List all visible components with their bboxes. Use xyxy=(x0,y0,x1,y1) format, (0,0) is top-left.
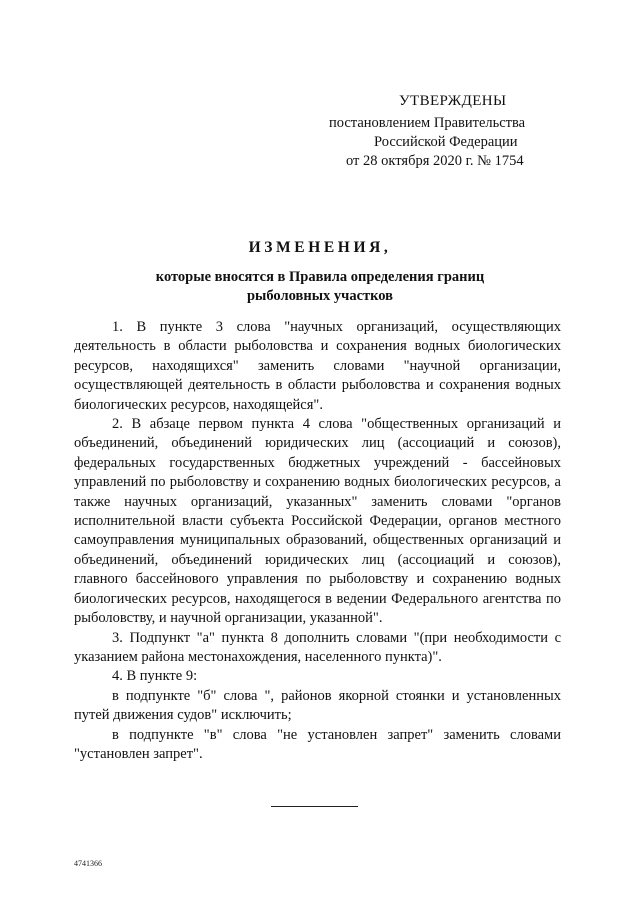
paragraph-2: 2. В абзаце первом пункта 4 слова "общественных организаций и объединений, объединений юридических лиц (ассоциаций и союзов), федеральных государственных бюджетных учреждений - бассейновых управлений по рыболовству и сохранению водных биологических ресурсов, а также научных организаций, указанных" заменить словами "органов исполнительной власти субъекта Российской Федерации, органов местного самоуправления муниципальных образований, общественных организаций и объединений, объединений юридических лиц (ассоциаций и союзов), главного бассейнового управления по рыболовству и сохранению водных биологических ресурсов, находящегося в ведении Федерального агентства по рыболовству, и научной организации, указанной". xyxy=(74,416,561,627)
paragraph-1: 1. В пункте 3 слова "научных организаций, осуществляющих деятельность в области рыболовства и сохранения водных биологических ресурсов, находящихся" заменить словами "научной организации, осуществляющей деятельность в области рыболовства и сохранения водных биологических ресурсов, находящейся". xyxy=(74,319,561,413)
approval-line-2: Российской Федерации xyxy=(374,134,518,150)
paragraph-4: 4. В пункте 9: xyxy=(112,668,198,685)
paragraph-6: в подпункте "в" слова "не установлен запрет" заменить словами "установлен запрет". xyxy=(74,726,561,762)
paragraph-5: в подпункте "б" слова ", районов якорной стоянки и установленных путей движения судов" исключить; xyxy=(74,687,561,724)
document-subtitle-line-2: рыболовных участков xyxy=(246,288,394,304)
approval-line-1: постановлением Правительства xyxy=(329,115,526,131)
approval-title: УТВЕРЖДЕНЫ xyxy=(399,93,507,109)
document-body xyxy=(74,318,561,764)
document-title: ИЗМЕНЕНИЯ, xyxy=(248,239,392,256)
closing-divider xyxy=(271,806,358,807)
document-subtitle-line-1: которые вносятся в Правила определения границ xyxy=(155,269,485,285)
paragraph-3: 3. Подпункт "а" пункта 8 дополнить словами "(при необходимости с указанием района местонахождения, населенного пункта)". xyxy=(74,629,561,665)
approval-line-3: от 28 октября 2020 г. № 1754 xyxy=(346,153,524,169)
document-code: 4741366 xyxy=(74,859,102,868)
